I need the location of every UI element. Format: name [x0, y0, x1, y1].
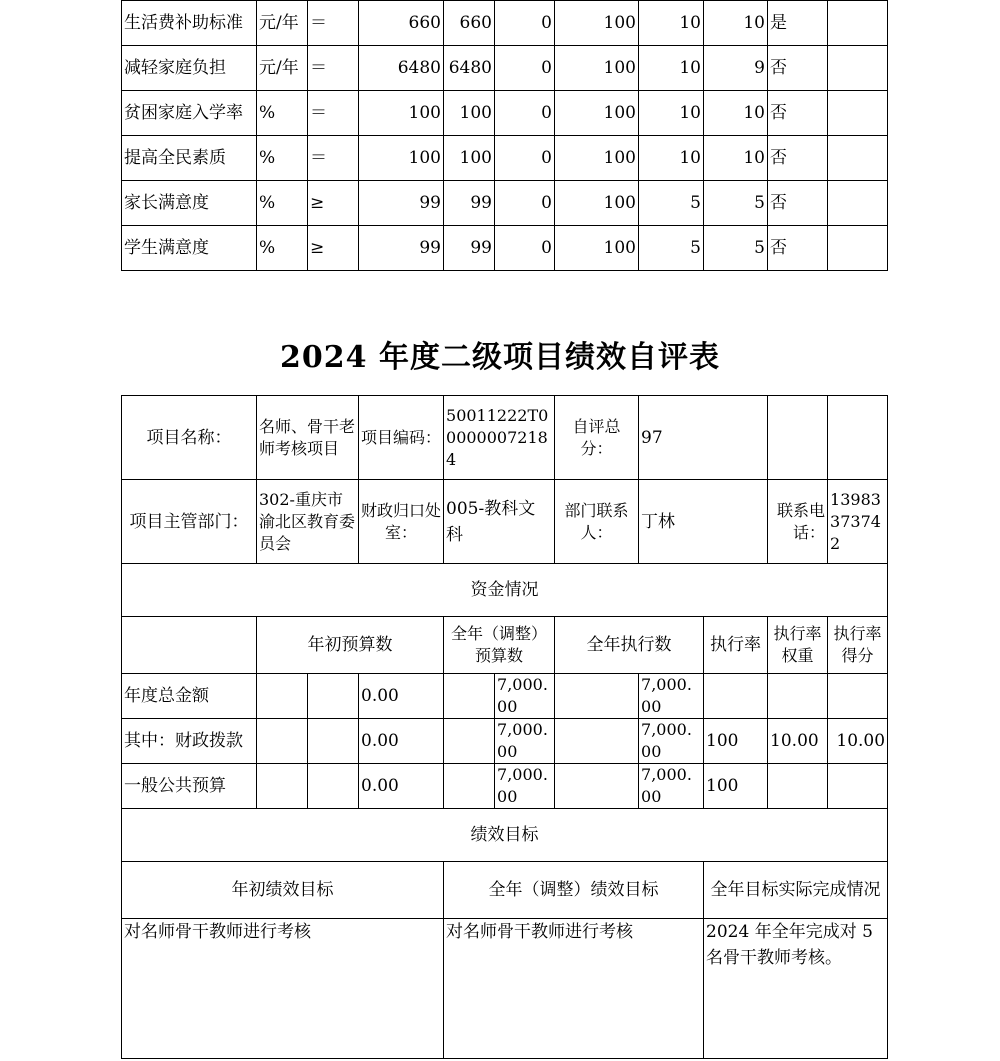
empty-cell [444, 764, 495, 809]
funds-executed: 7,000.00 [639, 764, 704, 809]
indicator-operator: ≥ [308, 181, 359, 226]
indicator-target: 660 [359, 1, 444, 46]
indicator-operator: ＝ [308, 91, 359, 136]
indicator-target: 99 [359, 226, 444, 271]
page-title: 2024 年度二级项目绩效自评表 [280, 340, 720, 375]
indicator-weight: 10 [639, 91, 704, 136]
table-row [122, 1, 888, 46]
empty-cell [122, 617, 257, 674]
phone-value: 13983373742 [828, 480, 888, 564]
funds-weight [768, 764, 828, 809]
funds-initial: 0.00 [359, 764, 444, 809]
project-code-label: 项目编码： [359, 396, 444, 480]
indicator-score: 10 [704, 91, 768, 136]
table-row [122, 136, 888, 181]
indicator-rate: 100 [555, 226, 639, 271]
finance-office-label: 财政归口处室： [359, 480, 444, 564]
funds-executed: 7,000.00 [639, 674, 704, 719]
empty-cell [257, 764, 308, 809]
table-row [122, 181, 888, 226]
indicator-unit: 元/年 [257, 1, 308, 46]
indicator-name: 学生满意度 [122, 226, 257, 271]
empty-cell [308, 719, 359, 764]
indicator-score: 10 [704, 1, 768, 46]
indicator-unit: % [257, 181, 308, 226]
funds-header-rate: 执行率 [704, 617, 768, 674]
goal-initial-text: 对名师骨干教师进行考核 [122, 919, 444, 1059]
indicator-unit: 元/年 [257, 46, 308, 91]
funds-weight: 10.00 [768, 719, 828, 764]
finance-office-value: 005-教科文科 [444, 480, 555, 564]
indicator-name: 提高全民素质 [122, 136, 257, 181]
funds-header-score: 执行率得分 [828, 617, 888, 674]
indicator-actual: 99 [444, 181, 495, 226]
goal-actual-text: 2024 年全年完成对 5 名骨干教师考核。 [704, 919, 888, 1059]
goal-adjusted-text: 对名师骨干教师进行考核 [444, 919, 704, 1059]
funds-score [828, 764, 888, 809]
indicator-weight: 10 [639, 46, 704, 91]
indicator-score: 9 [704, 46, 768, 91]
indicator-note [828, 136, 888, 181]
indicator-rate: 100 [555, 46, 639, 91]
contact-value: 丁林 [639, 480, 768, 564]
empty-cell [308, 764, 359, 809]
funds-adjusted: 7,000.00 [495, 674, 555, 719]
indicator-operator: ＝ [308, 46, 359, 91]
funds-header-weight: 执行率权重 [768, 617, 828, 674]
goals-header-initial: 年初绩效目标 [122, 862, 444, 919]
table-row [122, 226, 888, 271]
indicator-table [121, 0, 888, 271]
funds-rate: 100 [704, 764, 768, 809]
funds-weight [768, 674, 828, 719]
indicator-note [828, 181, 888, 226]
indicator-target: 99 [359, 181, 444, 226]
indicator-score: 5 [704, 226, 768, 271]
empty-cell [555, 674, 639, 719]
project-name-label: 项目名称： [122, 396, 257, 480]
indicator-actual: 6480 [444, 46, 495, 91]
funds-executed: 7,000.00 [639, 719, 704, 764]
funds-rate: 100 [704, 719, 768, 764]
goals-header-adjusted: 全年（调整）绩效目标 [444, 862, 704, 919]
empty-cell [308, 674, 359, 719]
indicator-rate: 100 [555, 181, 639, 226]
indicator-weight: 5 [639, 226, 704, 271]
funds-header-executed: 全年执行数 [555, 617, 704, 674]
funds-rate [704, 674, 768, 719]
funds-adjusted: 7,000.00 [495, 764, 555, 809]
indicator-target: 100 [359, 91, 444, 136]
funds-row-label: 年度总金额 [122, 674, 257, 719]
indicator-flag: 否 [768, 91, 828, 136]
funds-row-label: 其中：财政拨款 [122, 719, 257, 764]
indicator-weight: 10 [639, 1, 704, 46]
indicator-flag: 否 [768, 136, 828, 181]
indicator-actual: 100 [444, 136, 495, 181]
indicator-target: 100 [359, 136, 444, 181]
indicator-rate: 100 [555, 136, 639, 181]
funds-adjusted: 7,000.00 [495, 719, 555, 764]
empty-cell [257, 719, 308, 764]
indicator-deviation: 0 [495, 226, 555, 271]
indicator-deviation: 0 [495, 1, 555, 46]
indicator-unit: % [257, 136, 308, 181]
evaluation-table [121, 395, 888, 1059]
indicator-rate: 100 [555, 91, 639, 136]
empty-cell [828, 396, 888, 480]
indicator-name: 生活费补助标准 [122, 1, 257, 46]
table-row [122, 719, 888, 764]
indicator-note [828, 226, 888, 271]
funds-row-label: 一般公共预算 [122, 764, 257, 809]
indicator-name: 家长满意度 [122, 181, 257, 226]
indicator-unit: % [257, 91, 308, 136]
contact-label: 部门联系人： [555, 480, 639, 564]
funds-initial: 0.00 [359, 719, 444, 764]
indicator-flag: 否 [768, 46, 828, 91]
indicator-actual: 100 [444, 91, 495, 136]
indicator-unit: % [257, 226, 308, 271]
dept-value: 302-重庆市渝北区教育委员会 [257, 480, 359, 564]
funds-score: 10.00 [828, 719, 888, 764]
indicator-score: 10 [704, 136, 768, 181]
project-name-value: 名师、骨干老师考核项目 [257, 396, 359, 480]
indicator-note [828, 1, 888, 46]
self-score-label: 自评总分： [555, 396, 639, 480]
empty-cell [444, 719, 495, 764]
indicator-operator: ≥ [308, 226, 359, 271]
indicator-name: 贫困家庭入学率 [122, 91, 257, 136]
indicator-deviation: 0 [495, 136, 555, 181]
indicator-operator: ＝ [308, 136, 359, 181]
empty-cell [444, 674, 495, 719]
indicator-deviation: 0 [495, 181, 555, 226]
empty-cell [257, 674, 308, 719]
goals-header-actual: 全年目标实际完成情况 [704, 862, 888, 919]
indicator-flag: 否 [768, 181, 828, 226]
indicator-rate: 100 [555, 1, 639, 46]
table-row [122, 46, 888, 91]
funds-header-adjusted: 全年（调整）预算数 [444, 617, 555, 674]
phone-label: 联系电话： [768, 480, 828, 564]
indicator-weight: 5 [639, 181, 704, 226]
funds-section-title: 资金情况 [122, 564, 888, 617]
indicator-name: 减轻家庭负担 [122, 46, 257, 91]
indicator-score: 5 [704, 181, 768, 226]
table-row [122, 91, 888, 136]
dept-label: 项目主管部门： [122, 480, 257, 564]
funds-header-initial: 年初预算数 [257, 617, 444, 674]
project-code-value: 50011222T000000072184 [444, 396, 555, 480]
self-score-value: 97 [639, 396, 768, 480]
indicator-flag: 是 [768, 1, 828, 46]
funds-score [828, 674, 888, 719]
indicator-actual: 99 [444, 226, 495, 271]
indicator-operator: ＝ [308, 1, 359, 46]
indicator-note [828, 46, 888, 91]
table-row [122, 764, 888, 809]
goals-section-title: 绩效目标 [122, 809, 888, 862]
empty-cell [555, 719, 639, 764]
indicator-deviation: 0 [495, 91, 555, 136]
indicator-target: 6480 [359, 46, 444, 91]
table-row [122, 674, 888, 719]
indicator-note [828, 91, 888, 136]
empty-cell [768, 396, 828, 480]
funds-initial: 0.00 [359, 674, 444, 719]
indicator-deviation: 0 [495, 46, 555, 91]
empty-cell [555, 764, 639, 809]
indicator-weight: 10 [639, 136, 704, 181]
indicator-actual: 660 [444, 1, 495, 46]
indicator-flag: 否 [768, 226, 828, 271]
